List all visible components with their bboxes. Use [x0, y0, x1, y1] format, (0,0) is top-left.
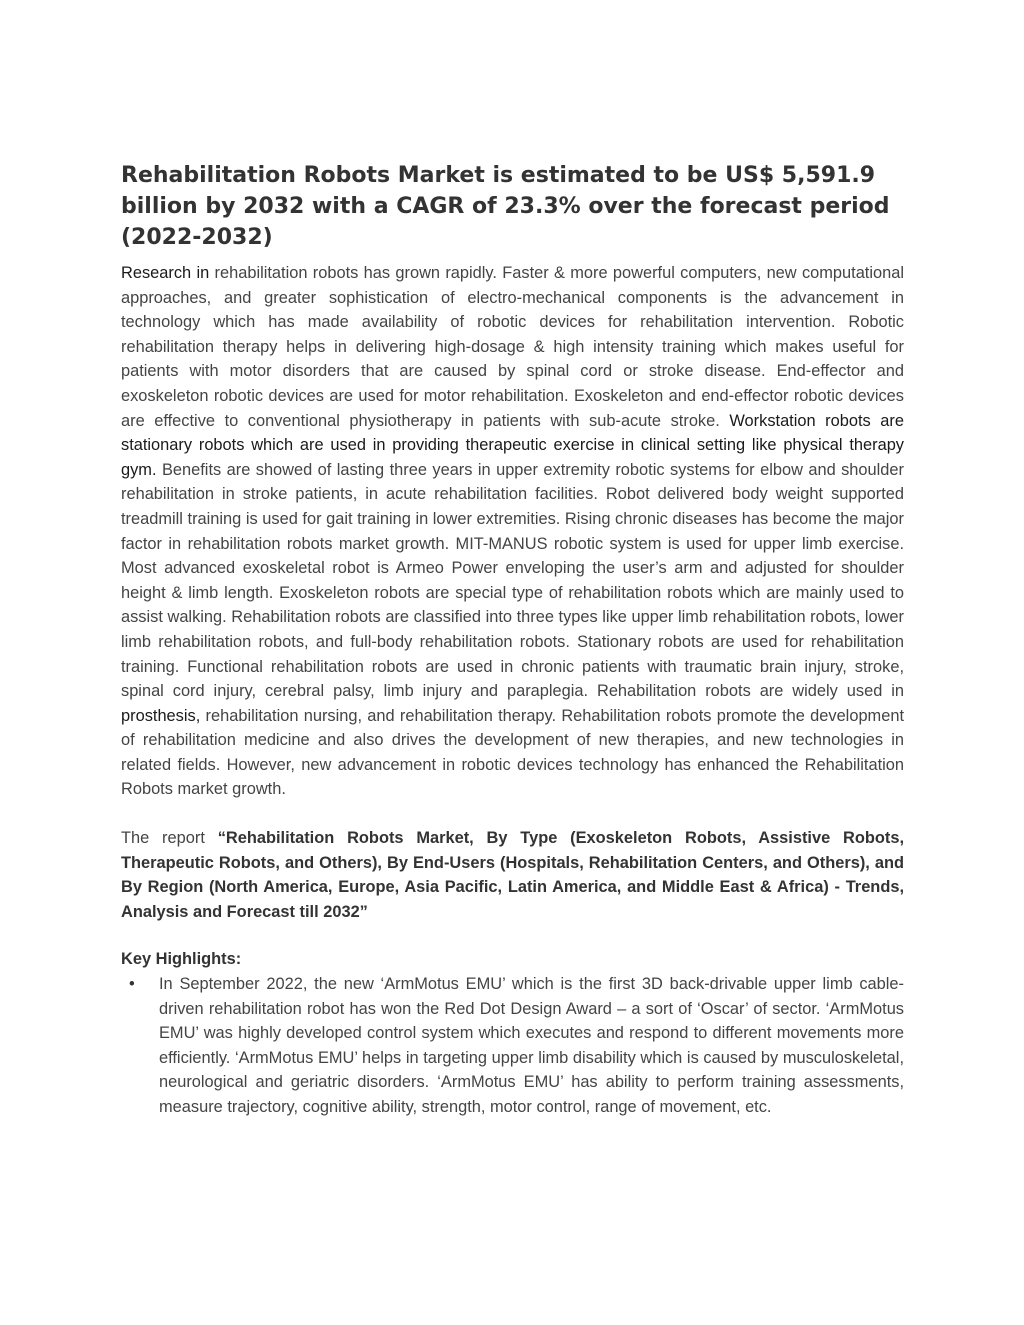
key-highlights-heading: Key Highlights: [121, 950, 242, 969]
report-title: “Rehabilitation Robots Market, By Type (Exoskeleton Robots, Assistive Robots, Therapeutic Robots, and Others), By End-Users (Hospitals, Rehabilitation Centers, and Others), and By Region (North America, Europe, Asia Pacific, Latin America, and Middle East & Africa) - Trends, Analysis and Forecast till 2032” [121, 829, 905, 921]
body-text-part1: rehabilitation robots has grown rapidly. Faster & more powerful computers, new computational approaches, and greater sophistication of electro-mechanical components is the advancement in technology which has made availability of robotic devices for rehabilitation intervention. Robotic rehabilitation therapy helps in delivering high-dosage & high intensity training which makes useful for patients with motor disorders that are caused by spinal cord or stroke disease. End-effector and exoskeleton robotic devices are used for motor rehabilitation. Exoskeleton and end-effector robotic devices are effective to conventional physiotherapy in patients with sub-acute stroke. [121, 264, 904, 430]
body-text-part3: rehabilitation nursing, and rehabilitation therapy. Rehabilitation robots promote the development of rehabilitation medicine and also drives the development of new therapies, and new technologies in related fields. However, new advancement in robotic devices technology has enhanced the Rehabilitation Robots market growth. [121, 706, 904, 799]
highlight-text: In September 2022, the new ‘ArmMotus EMU’ which is the first 3D back-drivable upper limb cable-driven rehabilitation robot has won the Red Dot Design Award – a sort of ‘Oscar’ of sector. ‘ArmMotus EMU’ was highly developed control system which executes and respond to different movements more efficiently. ‘ArmMotus EMU’ helps in targeting upper limb disability which is caused by musculoskeletal, neurological and geriatric disorders. ‘ArmMotus EMU’ has ability to perform training assessments, measure trajectory, cognitive ability, strength, motor control, range of movement, etc. [159, 975, 904, 1116]
list-item [121, 972, 904, 1120]
document-title: Rehabilitation Robots Market is estimated to be US$ 5,591.9 billion by 2032 with a CAGR of 23.3% over the forecast period (2022-2032) [121, 163, 890, 250]
key-highlights-list [121, 972, 904, 1120]
document-page [121, 160, 904, 1120]
report-prefix: The report [121, 829, 218, 848]
prosthesis-link[interactable]: prosthesis, [121, 706, 201, 725]
body-paragraph [121, 261, 904, 802]
report-paragraph [121, 826, 904, 924]
workstation-sentence: Workstation robots are stationary robots which are used in providing therapeutic exercise in clinical setting like physical therapy gym. [121, 411, 904, 479]
body-text-part2: Benefits are showed of lasting three years in upper extremity robotic systems for elbow and shoulder rehabilitation in stroke patients, in acute rehabilitation facilities. Robot delivered body weight supported treadmill training is used for gait training in lower extremities. Rising chronic diseases has become the major factor in rehabilitation robots market growth. MIT-MANUS robotic system is used for upper limb exercise. Most advanced exoskeletal robot is Armeo Power enveloping the user’s arm and adjusted for shoulder height & limb length. Exoskeleton robots are special type of rehabilitation robots which are mainly used to assist walking. Rehabilitation robots are classified into three types like upper limb rehabilitation robots, lower limb rehabilitation robots, and full-body rehabilitation robots. Stationary robots are used for rehabilitation training. Functional rehabilitation robots are used in chronic patients with traumatic brain injury, stroke, spinal cord injury, cerebral palsy, limb injury and paraplegia. Rehabilitation robots are widely used in [121, 460, 904, 701]
bullet-icon: • [129, 975, 135, 994]
research-link[interactable]: Research in [121, 264, 210, 282]
